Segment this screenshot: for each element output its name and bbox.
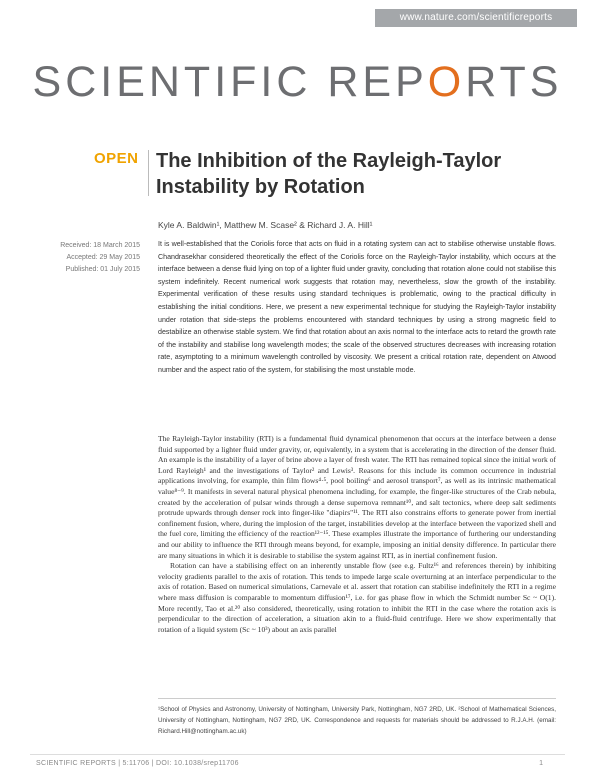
footer-divider [30,754,565,755]
footer-citation: SCIENTIFIC REPORTS | 5:11706 | DOI: 10.1038/srep11706 [36,760,239,767]
abstract: It is well-established that the Coriolis force that acts on fluid in a rotating system can act to stabilise otherwise unstable flows. Chandrasekhar considered theoretically the effect of the Coriolis force on the Rayleigh-Taylor instability, which occurs at the interface between a dense fluid lying on top of a lighter fluid under gravity, concluding that rotation alone could not stabilise this system indefinitely. Recent numerical work suggests that rotation may, nevertheless, slow the growth of the instability. Experimental verification of these results using standard techniques is problematic, owing to the practical difficulty in establishing the initial conditions. Here, we present a new experimental technique for studying the Rayleigh-Taylor instability under rotation that side-steps the problems encountered with standard techniques by using a strong magnetic field to destabilize an otherwise stable system. We find that rotation about an axis normal to the interface acts to retard the growth rate of the instability and stabilise long wavelength modes; the scale of the observed structures decreases with increasing rotation rate, asymptoting to a minimum wavelength controlled by viscosity. We present a critical rotation rate, dependent on Atwood number and the aspect ratio of the system, for stabilising the most unstable mode. [158,240,556,374]
page-number: 1 [539,760,543,767]
article-dates [30,240,140,276]
journal-title-part2: RTS [465,58,563,106]
received-date: Received: 18 March 2015 [60,242,140,249]
affiliation-divider [158,698,556,699]
journal-url[interactable]: www.nature.com/scientificreports [375,9,577,27]
journal-title [0,58,595,107]
article-title: The Inhibition of the Rayleigh-Taylor Instability by Rotation [156,150,502,198]
body-paragraph-2: Rotation can have a stabilising effect on an inherently unstable flow (see e.g. Fultz¹⁶ and references therein) by inhibiting velocity gradients parallel to the axis of rotation. This tends to impede large scale overturning at an interface perpendicular to the axis of rotation. Based on numerical simulations, Carnevale et al. assert that rotation can stabilise indefinitely the RTI in a regime where mass diffusion is comparable to momentum diffusion¹⁷, i.e. for gas phase flow in which the Schmidt number Sc ~ O(1). More recently, Tao et al.²⁰ also considered, theoretically, using rotation to inhibit the RTI in the case where the rotation axis is perpendicular to the direction of acceleration, a situation akin to a fluid-fluid centrifuge. Here we show experimentally that rotation of a liquid system (Sc ~ 10³) about an axis parallel [158,561,556,634]
accepted-date: Accepted: 29 May 2015 [66,254,140,261]
body-paragraph-1: The Rayleigh-Taylor instability (RTI) is a fundamental fluid dynamical phenomenon that occurs at the interface between a dense fluid supported by a lighter fluid under gravity, or, equivalently, in a system that is accelerating in the direction of the denser fluid. An example is the instability of a layer of brine above a layer of fresh water. The RTI has remained topical since the initial work of Lord Rayleigh¹ and the investigations of Taylor² and Lewis³. Reasons for this include its common occurrence in industrial applications involving, for example, thin film flows⁴·⁵, pool boiling⁶ and aerosol transport⁷, as well as its intrinsic mathematical value⁸⁻⁹. It manifests in several natural physical phenomena including, for example, the finger-like structures of the Crab nebula, created by the acceleration of pulsar winds through a dense supernova remnant¹⁰, and salt tectonics, where deep salt sediments protrude upwards through denser rock into finger-like "diapirs"¹¹. The RTI also constrains efforts to generate power from inertial confinement fusion, where, during the implosion of the target, instabilities develop at the interface between the vaporized shell and the fuel core, limiting the efficiency of the reaction¹²⁻¹⁵. These examples illustrate the importance of furthering our understanding and our ability to influence the RTI through means beyond, for example, imposing an initial density difference. In particular there are many situations in which it is desirable to stabilise the system against RTI, as in inertial confinement fusion. [158,434,556,560]
title-divider [148,150,149,196]
body-text [158,434,556,635]
journal-title-o: O [427,58,466,106]
open-access-label: OPEN [94,150,139,167]
affiliations: ¹School of Physics and Astronomy, University of Nottingham, University Park, Nottingham, NG7 2RD, UK. ²School of Mathematical Sciences, University of Nottingham, Nottingham, NG7 2RD, UK. Correspondence and requests for materials should be addressed to R.J.A.H. (email: Richard.Hill@nottingham.ac.uk) [158,706,556,735]
published-date: Published: 01 July 2015 [65,266,140,273]
journal-title-part1: SCIENTIFIC REP [32,58,428,106]
author-list: Kyle A. Baldwin¹, Matthew M. Scase² & Richard J. A. Hill¹ [158,220,373,230]
